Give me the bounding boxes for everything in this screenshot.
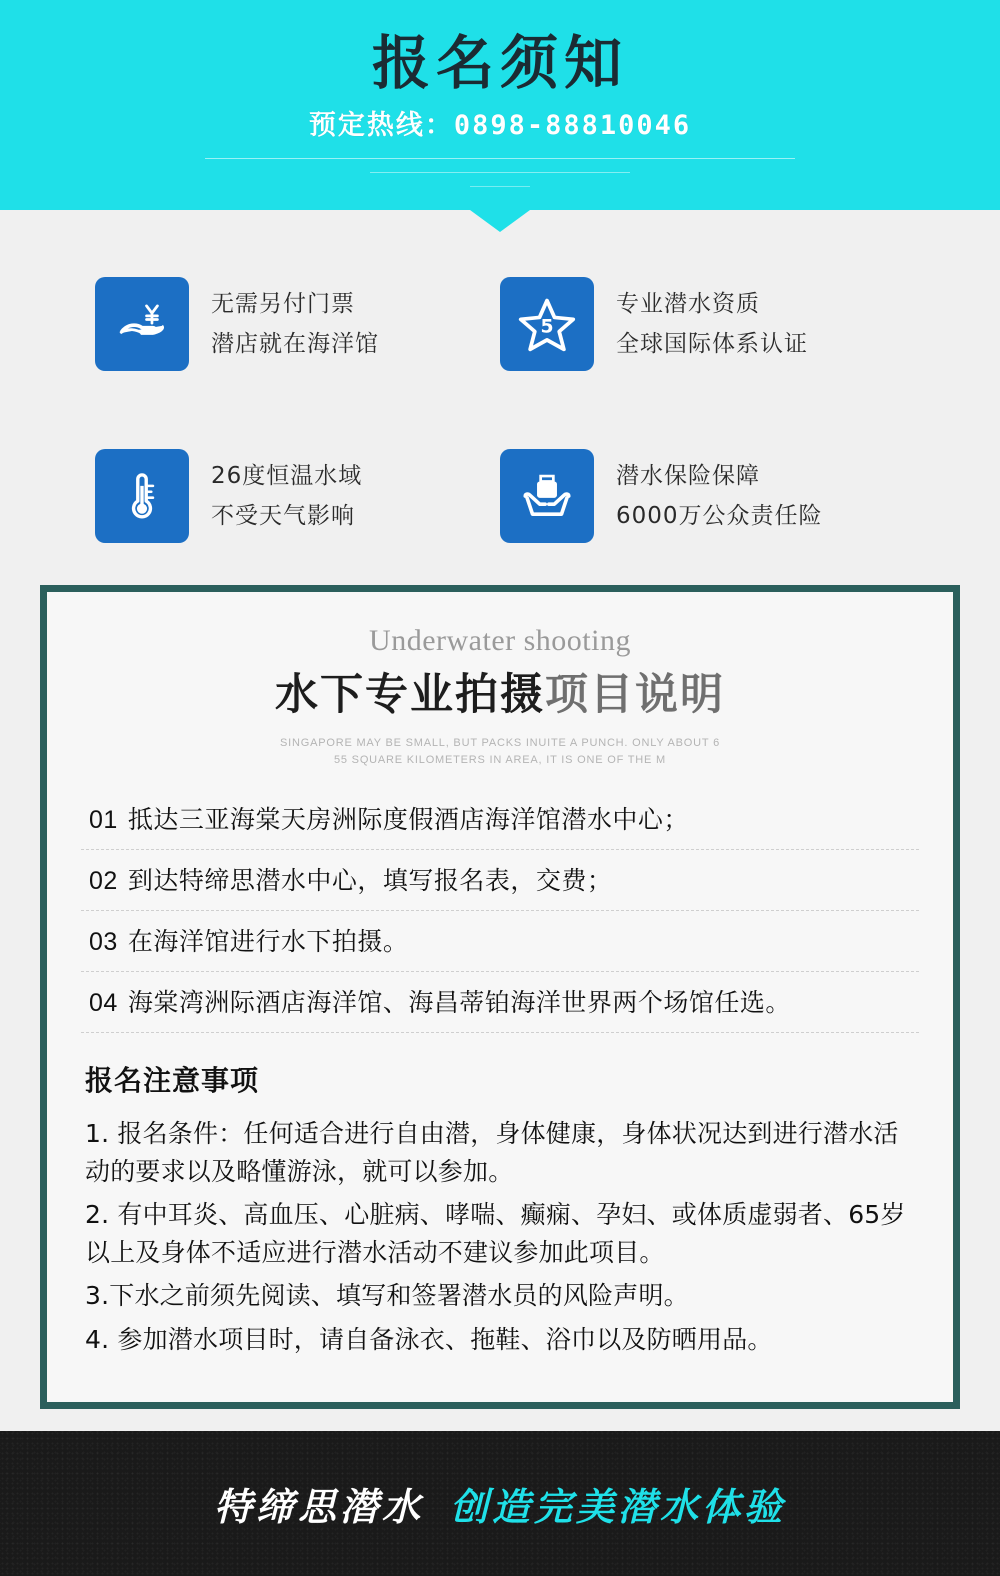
- list-item: [81, 972, 919, 1033]
- footer-slogan-text: 创造完美潜水体验: [450, 1484, 787, 1530]
- features-grid: [95, 238, 905, 582]
- card-fine-print: [81, 735, 919, 769]
- notes-title: 报名注意事项: [85, 1064, 260, 1098]
- feature-text: [616, 456, 823, 537]
- hand-yen-icon: [95, 277, 189, 371]
- feature-line-1: 专业潜水资质: [616, 290, 760, 317]
- list-item: [81, 789, 919, 850]
- feature-line-2: 潜店就在海洋馆: [211, 331, 379, 357]
- step-text: 海棠湾洲际酒店海洋馆、海昌蒂铂海洋世界两个场馆任选。: [127, 988, 791, 1018]
- card-title-sub: 项目说明: [545, 670, 725, 720]
- feature-item: [500, 238, 905, 410]
- feature-item: [95, 238, 500, 410]
- svg-text:5: 5: [540, 316, 554, 338]
- feature-line-1: 潜水保险保障: [616, 462, 760, 489]
- card-fine-print-line-2: 55 SQUARE KILOMETERS IN AREA, IT IS ONE OF THE M: [333, 754, 666, 767]
- page-title: 报名须知: [371, 29, 628, 97]
- step-number: 01: [89, 806, 118, 835]
- star-five-icon: [500, 277, 594, 371]
- hotline-text: 预定热线：0898-88810046: [308, 110, 692, 141]
- step-number: 04: [89, 989, 118, 1018]
- thermometer-icon: [95, 449, 189, 543]
- footer-brand: 特缔思潜水: [213, 1484, 424, 1530]
- header-divider-1: [205, 158, 795, 159]
- hands-shield-icon: [500, 449, 594, 543]
- step-text: 在海洋馆进行水下拍摄。: [127, 927, 409, 957]
- note-item: 2. 有中耳炎、高血压、心脏病、哮喘、癫痫、孕妇、或体质虚弱者、65岁以上及身体不适应进行潜水活动不建议参加此项目。: [85, 1200, 906, 1267]
- card-english-title: Underwater shooting: [369, 624, 631, 657]
- list-item: [81, 850, 919, 911]
- step-text: 到达特缔思潜水中心，填写报名表，交费；: [127, 866, 613, 896]
- card-fine-print-line-1: SINGAPORE MAY BE SMALL, BUT PACKS INUITE A PUNCH. ONLY ABOUT 6: [279, 737, 720, 750]
- features-section: [0, 210, 1000, 585]
- steps-list: [81, 789, 919, 1033]
- feature-item: [95, 410, 500, 582]
- footer-slogan: [214, 1476, 786, 1531]
- feature-text: [211, 456, 362, 537]
- step-number: 02: [89, 867, 118, 896]
- details-section: [0, 585, 1000, 1431]
- details-card: [40, 585, 960, 1409]
- header-divider-3: [470, 186, 530, 187]
- page-header: [0, 0, 1000, 210]
- feature-item: [500, 410, 905, 582]
- feature-line-2: 不受天气影响: [211, 503, 355, 529]
- feature-line-2: 6000万公众责任险: [616, 503, 823, 529]
- page-footer: [0, 1431, 1000, 1576]
- feature-text: [211, 284, 379, 365]
- card-title-main: 水下专业拍摄: [275, 670, 545, 720]
- note-item: 1. 报名条件：任何适合进行自由潜，身体健康，身体状况达到进行潜水活动的要求以及略懂游泳，就可以参加。: [85, 1119, 899, 1186]
- feature-text: [616, 284, 808, 365]
- feature-line-2: 全球国际体系认证: [616, 331, 808, 357]
- notes-list: [81, 1115, 919, 1358]
- header-divider-2: [370, 172, 630, 173]
- header-notch-arrow: [470, 210, 530, 232]
- step-text: 抵达三亚海棠天房洲际度假酒店海洋馆潜水中心；: [127, 805, 689, 835]
- step-number: 03: [89, 928, 118, 957]
- note-item: 3.下水之前须先阅读、填写和签署潜水员的风险声明。: [85, 1281, 689, 1311]
- feature-line-1: 无需另付门票: [211, 290, 355, 317]
- feature-line-1: 26度恒温水域: [211, 462, 363, 489]
- note-item: 4. 参加潜水项目时，请自备泳衣、拖鞋、浴巾以及防晒用品。: [85, 1324, 773, 1354]
- list-item: [81, 911, 919, 972]
- card-title: [81, 672, 919, 719]
